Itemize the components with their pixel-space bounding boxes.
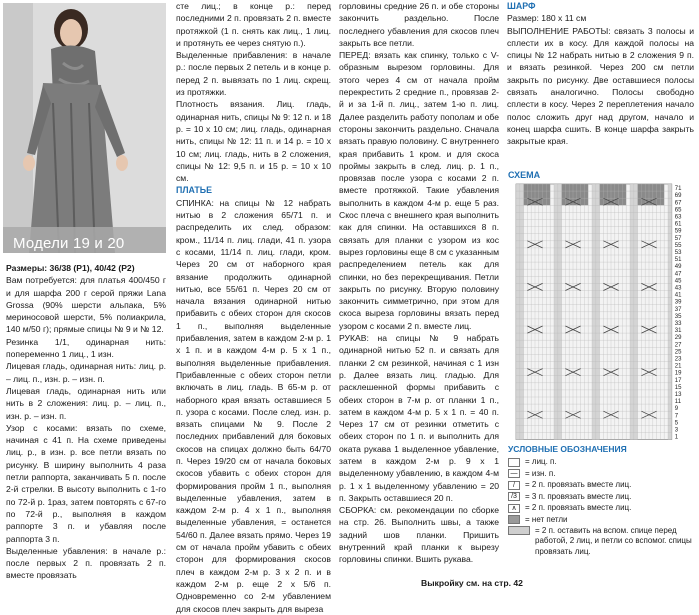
photo-caption: Модели 19 и 20 xyxy=(13,235,125,252)
materials-text: Вам потребуется: для платья 400/450 г и для шарфа 200 г серой пряжи Lana Grossa (90% шерсти альпака, 5% мериносовой шерсти, 5% полиакрила, 140 м/50 г); прямые спицы № 9 и № 12. xyxy=(6,275,166,335)
legend-item xyxy=(508,503,698,515)
chart-row-number: 5 xyxy=(674,420,679,427)
chart-row-number: 57 xyxy=(674,235,682,242)
sleeve-text: РУКАВ: на спицы № 9 набрать одинарной нитью 52 п. и связать для планки 2 см резинкой, начиная с 1 изн р. Далее вязать лиц. гладью. Для расклешенной формы прибавить с обеих сторон в 7-м р. от планки 1 п., затем в каждом 4-м р. 5 х 1 п. = 40 п. Через 17 см от резинки отметить с обеих сторон по 1 п. и выполнить для оката рукава 1 выделенное убавление, затем в каждом 2-м р. 9 х 1 выделенному убавлению, в каждом 4-м р. 1 х 1 выделенному убавлению = 20 п. Закрыть оставшиеся 20 п. xyxy=(339,333,499,503)
front-text: ПЕРЕД: вязать как спинку, только с V-образным вырезом горловины. Для этого через 4 см от начала пройм перекрестить 2 средние п., провязав 2-й и за 1-й п. лиц., затем 1-ю п. лиц. Далее разделить работу пополам и обе стороны закончить раздельно. Сначала вязать правую половину. С внутреннего края прибавить 1 кром. и для скоса проймы закрыть в след. лиц. р. 1 п., провязав после узора с косами 2 п. вместе протяжкой. Такие убавления выполнить в каждом 4-м р. еще 5 раз. Скос плеча с внешнего края выполнить как для спинки. На оставшихся 8 п. связать для планки с узором из кос вырез горловины еще 8 см с указанным распределением петель как для спинки, но без перекрещивания. Петли закрыть по рисунку. Вторую половину закончить симметрично, при этом для скоса выреза горловины вязать перед узором с косами 2 п. вместе лиц. xyxy=(339,50,499,331)
legend-title: УСЛОВНЫЕ ОБОЗНАЧЕНИЯ xyxy=(508,444,627,454)
legend-symbol-icon xyxy=(508,526,530,535)
legend-label: = изн. п. xyxy=(525,468,556,478)
chart-row-number: 61 xyxy=(674,221,682,228)
legend-label: = лиц. п. xyxy=(525,457,557,466)
chart-row-number: 35 xyxy=(674,313,682,320)
chart-row-number: 37 xyxy=(674,306,682,313)
column-4 xyxy=(507,0,694,148)
chart-row-number: 11 xyxy=(674,399,682,406)
pattern-reference: Выкройку см. на стр. 42 xyxy=(421,578,523,588)
chart-no-stitch-block xyxy=(600,184,627,205)
schema-title: СХЕМА xyxy=(508,170,541,180)
model-photo xyxy=(3,3,166,253)
legend-symbol-icon: ∧ xyxy=(508,504,520,513)
legend-symbol-icon xyxy=(508,458,520,467)
column-2 xyxy=(176,0,331,615)
legend-label: = 2 п. провязать вместе лиц. xyxy=(525,503,632,512)
chart-row-number: 19 xyxy=(674,370,682,377)
chart-no-stitch-block xyxy=(562,184,589,205)
scarf-heading: ШАРФ xyxy=(507,1,536,11)
legend-item xyxy=(508,480,698,492)
chart-row-number: 23 xyxy=(674,356,682,363)
chart-row-number: 59 xyxy=(674,228,682,235)
legend-item xyxy=(508,514,698,526)
chart-row-number: 9 xyxy=(674,406,679,413)
chart-row-number: 7 xyxy=(674,413,679,420)
rib-text: Резинка 1/1, одинарная нить: попеременно 1 лиц., 1 изн. xyxy=(6,336,166,360)
chart-row-number: 39 xyxy=(674,299,682,306)
chart-row-number: 27 xyxy=(674,342,682,349)
chart-row-number: 67 xyxy=(674,200,682,207)
chart-row-number: 33 xyxy=(674,321,682,327)
chart-row-number: 53 xyxy=(674,250,682,256)
decrease-cont-text: сте лиц.; в конце р.: перед последними 2 п. провязать 2 п. вместе протяжкой (1 п. снять как лиц., 1 лиц. и протянуть ее через снятую п.). xyxy=(176,1,331,48)
chart-row-number: 43 xyxy=(674,285,682,292)
back-cont-text: горловины средние 26 п. и обе стороны закончить раздельно. После последнего убавления для скосов плеч закрыть все петли. xyxy=(339,1,499,48)
chart-row-number: 55 xyxy=(674,242,682,249)
chart-row-number: 69 xyxy=(674,193,682,200)
chart-row-number: 1 xyxy=(674,434,679,440)
column-1 xyxy=(6,262,166,582)
scarf-size-text: Размер: 180 х 11 см xyxy=(507,13,587,24)
chart-row-number: 63 xyxy=(674,214,682,221)
legend xyxy=(508,444,698,557)
chart-row-number: 47 xyxy=(674,271,682,278)
legend-symbol-icon: /3 xyxy=(508,492,520,501)
knitting-chart xyxy=(514,182,694,440)
chart-row-number: 65 xyxy=(674,207,682,214)
chart-row-number: 25 xyxy=(674,349,682,356)
assembly-text: СБОРКА: см. рекомендации по сборке на стр. 26. Выполнить швы, а также задний шов планки. Пришить внутренний край планки к вырезу горловины спинки. Вшить рукава. xyxy=(339,505,499,565)
scarf-instructions-text: ВЫПОЛНЕНИЕ РАБОТЫ: связать 3 полосы и сплести их в косу. Для каждой полосы на спицы № 12 набрать нитью в 2 сложения 9 п. и вязать резинкой. Через 200 см петли закрыть по рисунку. Две оставшиеся полосы связать аналогично. Полосы свободно сплести в косу. Через 2 переплетения начало полос сложить друг над другом, начало и конец шарфа сшить. В конце шарфа закрыть закрытые края. xyxy=(507,25,694,147)
chart-row-number: 71 xyxy=(674,186,682,193)
legend-label: = 3 п. провязать вместе лиц. xyxy=(525,491,632,501)
legend-symbol-icon: / xyxy=(508,481,520,490)
model-figure-image xyxy=(3,3,166,253)
chart-row-number: 29 xyxy=(674,335,682,342)
legend-symbol-icon xyxy=(508,515,520,524)
chart-row-number: 15 xyxy=(674,384,682,391)
legend-symbol-icon: — xyxy=(508,469,520,478)
legend-label: = 2 п. оставить на вспом. спице перед работой, 2 лиц, и петли со вспомог. спицы провязать лиц. xyxy=(535,525,692,556)
legend-item xyxy=(508,526,698,558)
chart-row-number: 31 xyxy=(674,328,682,335)
gauge-text: Плотность вязания. Лиц. гладь, одинарная нить, спицы № 9: 12 п. и 18 р. = 10 х 10 см; лиц. гладь, одинарная нить, спицы № 12: 11 п. и 14 р. = 10 х 10 см; лиц. гладь, нить в 2 сложения, спицы № 12: 9,5 п. и 15 р. = 10 х 10 см. xyxy=(176,99,331,184)
stockinette-double-text: Лицевая гладь, одинарная нить или нить в 2 сложения: лиц. р. – лиц. п., изн. р. – изн. п. xyxy=(6,385,166,421)
chart-row-number: 13 xyxy=(674,392,682,398)
column-3 xyxy=(339,0,499,566)
legend-item xyxy=(508,468,698,480)
chart-no-stitch-block xyxy=(524,184,551,205)
sizes-text: Размеры: 36/38 (P1), 40/42 (P2) xyxy=(6,263,135,273)
legend-item xyxy=(508,491,698,503)
dress-heading: ПЛАТЬЕ xyxy=(176,185,212,196)
chart-row-number: 17 xyxy=(674,377,682,384)
chart-no-stitch-block xyxy=(638,184,665,205)
legend-label: = 2 п. провязать вместе лиц. xyxy=(525,480,632,489)
legend-label: = нет петли xyxy=(525,514,568,524)
chart-row-number: 51 xyxy=(674,257,682,264)
decrease-text: Выделенные убавления: в начале р.: после первых 2 п. провязать 2 п. вместе провязать xyxy=(6,545,166,581)
increase-text: Выделенные прибавления: в начале р.: после первых 2 петель и в конце р. перед 2 п. вывязать по 1 лиц. скрещ. из протяжки. xyxy=(176,50,331,98)
chart-row-number: 41 xyxy=(674,292,682,299)
back-text: СПИНКА: на спицы № 12 набрать нитью в 2 сложения 65/71 п. и распределить их след. образом: кром., 11/14 п. лиц. глади, 41 п. узора с косами, 11/14 п. лиц. глади, кром. Через 20 см от наборного края вязание продолжить одинарной нитью, все 55/61 п. Через 20 см от начала вязания одинарной нитью прибавить с обеих сторон для скосов 1 п., выполняя выделенные прибавления, затем в каждом 2-м р. 1 х 1 п. и в каждом 4-м р. 5 х 1 п., выполняя выделенные прибавления. Прибавленные с обеих сторон петли включать в лиц. гладь. В 65-м р. от наборного края вязать оставшиеся 5 п. узора с косами. После след. изн. р. вязать спицами № 9. После 2 последних прибавлений для боковых скосов на спицах должно быть 64/70 п. Через 19/20 см от начала боковых скосов убавить с обеих сторон для формирования пройм 1 п., выполняя выделенные убавления, затем в каждом 2-м р. 4 х 1 п., выполняя выделенные убавления, = останется 54/60 п. Далее вязать прямо. Через 19 см от начала пройм убавить с обеих сторон для формирования скосов плеч в каждом 2-м р. 3 х 2 п. и в каждом 2-м р. еще 2 х 5/6 п. Одновременно со 2-м убавлением для скосов плеч закрыть для выреза xyxy=(176,197,331,614)
cable-pattern-text: Узор с косами: вязать по схеме, начиная с 41 п. На схеме приведены лиц. р., в изн. р. все петли вязать по рисунку. В ширину выполнить 4 раза петли раппорта, заканчивать 5 п. после 2-й стрелки. В высоту выполнить с 1-го по 72-й р. 1раз, затем повторять с 67-го по 72-й р., выполняя в каждом раппорте 3 п. и убавляя после раппорта 3 п. xyxy=(6,422,166,544)
chart-row-number: 49 xyxy=(674,264,682,271)
stockinette-text: Лицевая гладь, одинарная нить: лиц. р. – лиц. п., изн. р. – изн. п. xyxy=(6,361,166,384)
chart-row-number: 45 xyxy=(674,278,682,285)
legend-item xyxy=(508,457,698,469)
chart-row-number: 21 xyxy=(674,363,682,370)
chart-row-number: 3 xyxy=(674,427,679,434)
